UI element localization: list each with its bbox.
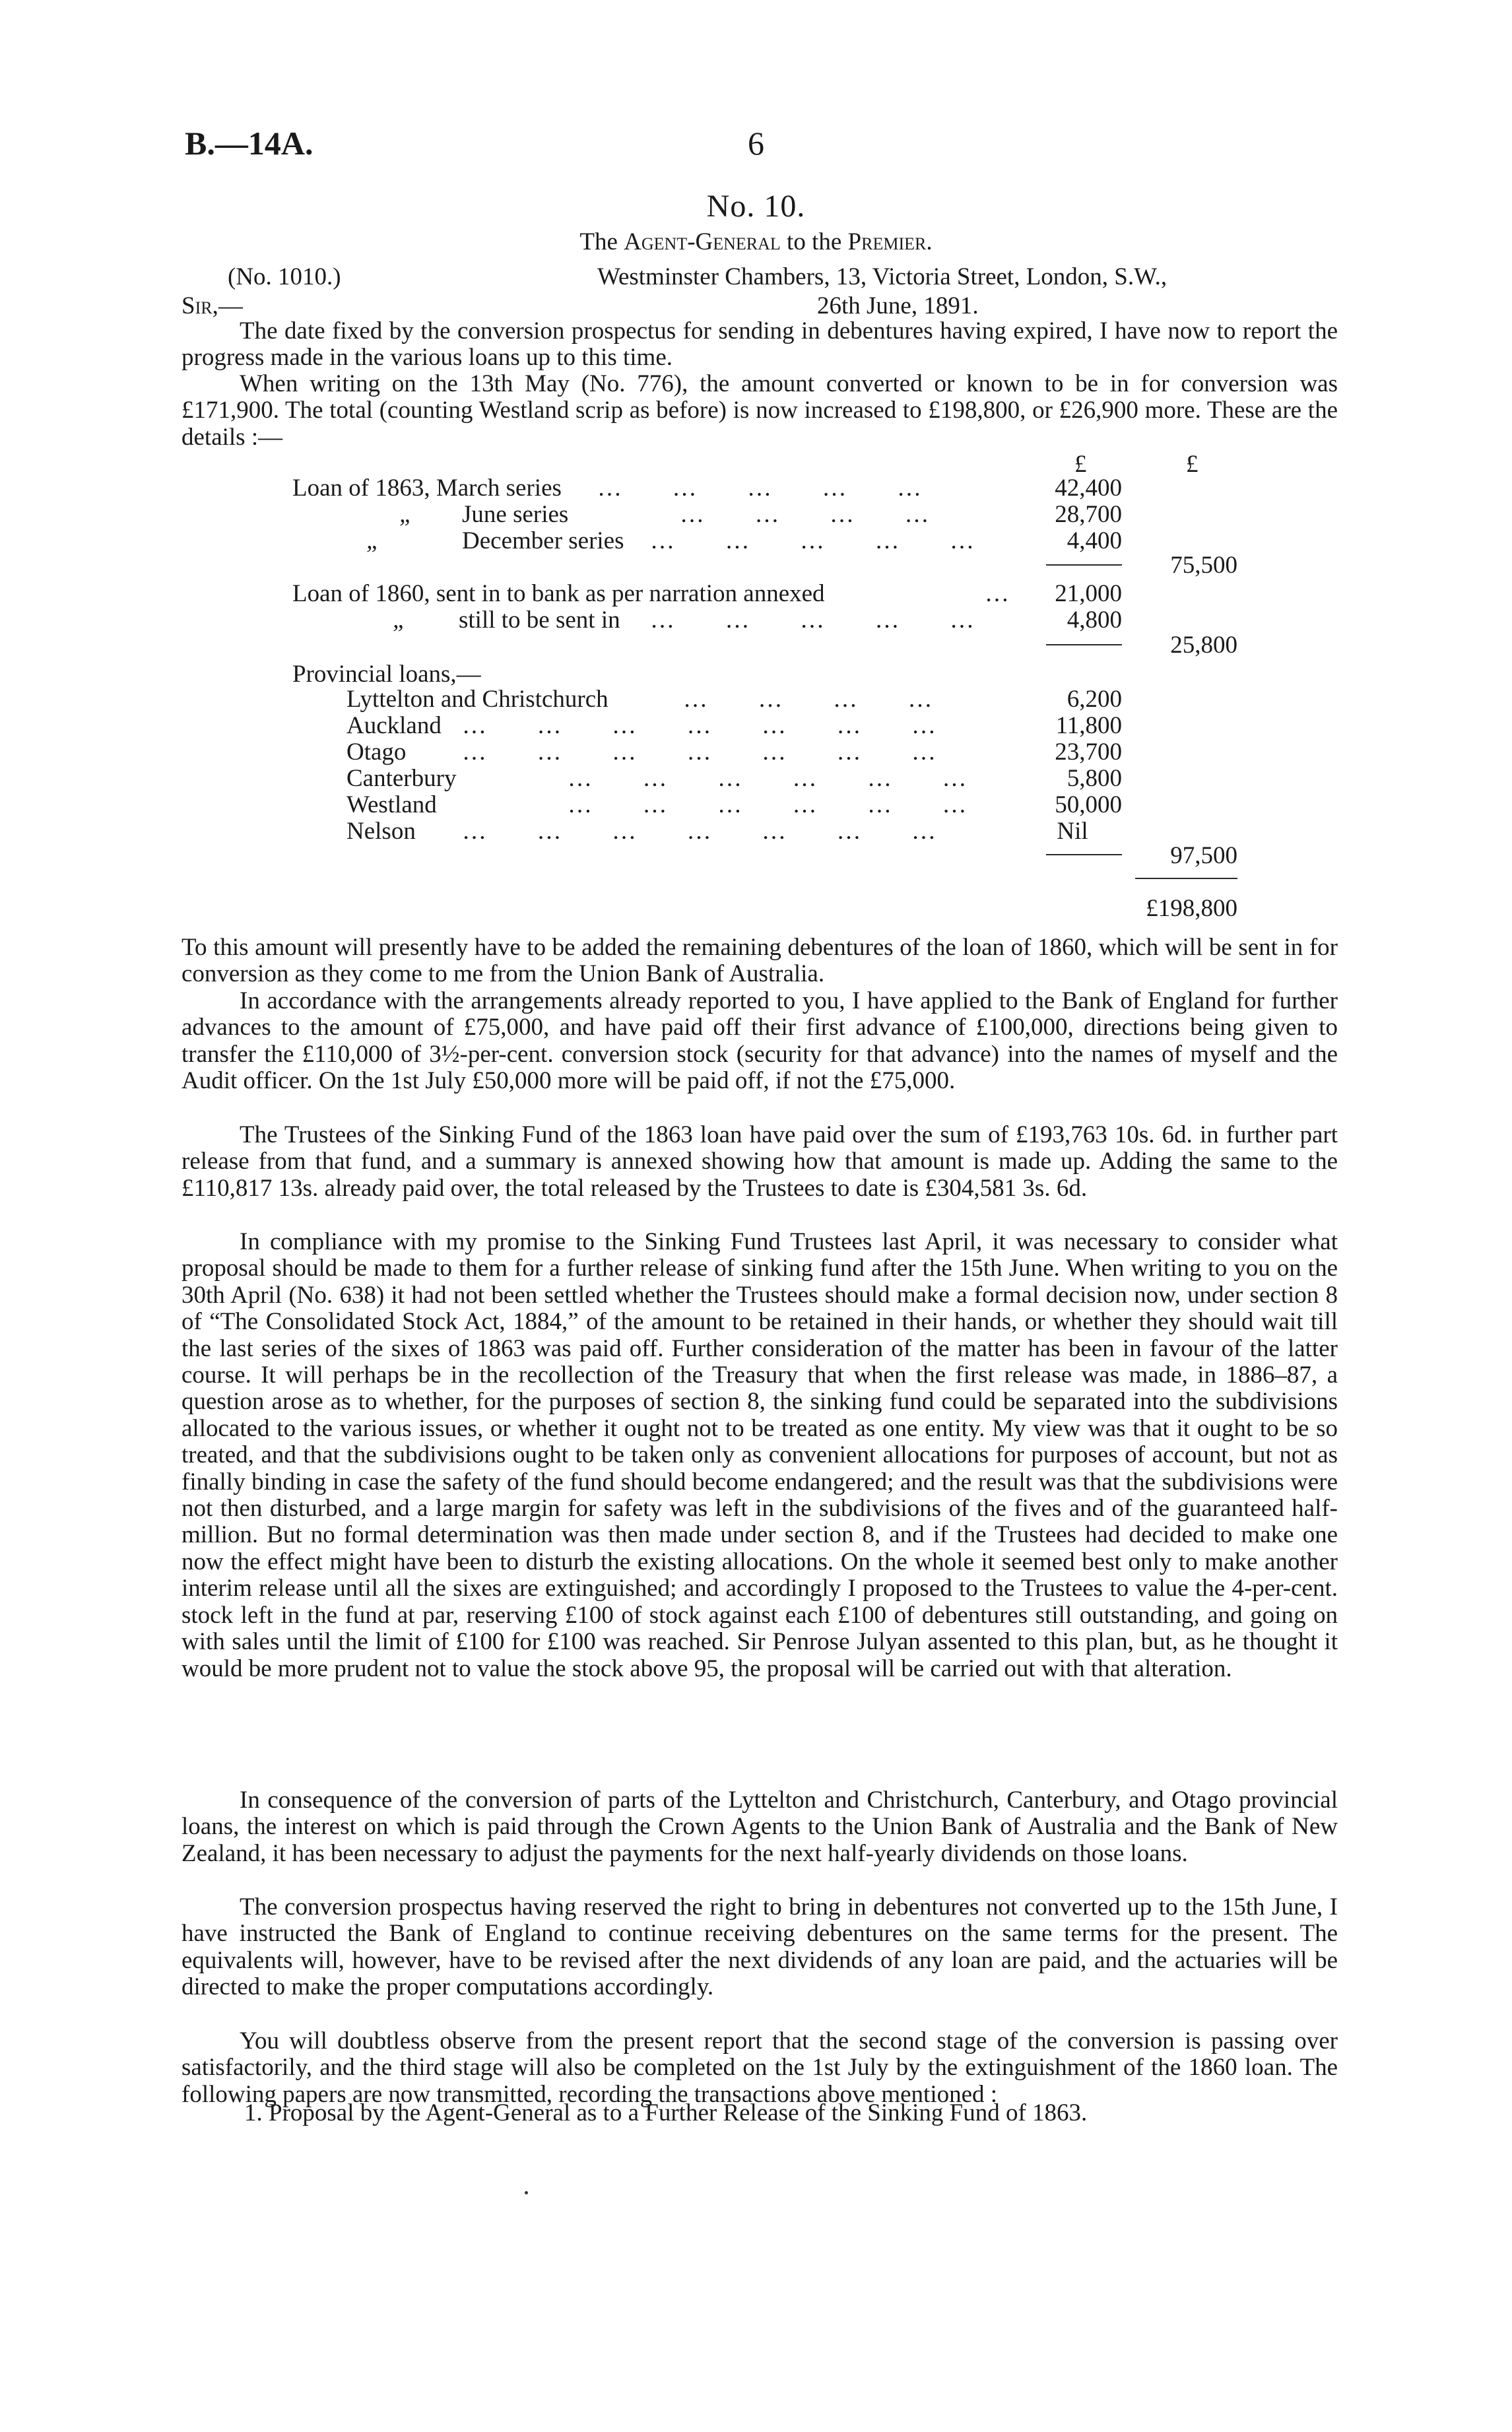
currency-header-1: £ [1074,451,1087,478]
loan-1860-sent-value: 21,000 [1055,580,1122,607]
provincial-row-name: Lyttelton and Christchurch [346,686,608,713]
loan-1860-still-value: 4,800 [1067,607,1122,634]
paragraph-4: In accordance with the arrangements already reported to you, I have applied to the Bank of England for further advances to the amount of £75,000, and have paid off their first advance of £100,000, directions being given to transfer the £110,000 of 3½-per-cent. conversion stock (security for that advance) into the names of myself and the Audit officer. On the 1st July £50,000 more will be paid off, if not the £75,000. [181,987,1338,1095]
subtotal-rule [1046,644,1122,645]
letter-number: No. 10. [706,189,806,224]
paragraph-8: The conversion prospectus having reserved the right to bring in debentures not converted up to the 15th June, I have instructed the Bank of England to continue receiving debentures on the same terms for the present. The equivalents will, however, have to be revised after the next dividends of any loan are paid, and the actuaries will be directed to make the proper computations accordingly. [181,1893,1338,2001]
recipient: Premier. [847,228,933,255]
paragraph-1: The date fixed by the conversion prospectus for sending in debentures having expired, I have now to report the progress made in the various loans up to this time. [181,317,1338,372]
leader-dots: … … … … … [650,527,976,554]
page-number: 6 [748,125,764,162]
leader-dots: … … … … … … … [462,712,938,739]
leader-dots: … … … … … … [568,791,969,818]
leader-dots: … … … … … … … [462,818,938,845]
letter-date: 26th June, 1891. [817,292,979,319]
ditto-mark: „ [393,607,407,634]
loan-1863-june-value: 28,700 [1055,501,1122,528]
paragraph-6: In compliance with my promise to the Sinking Fund Trustees last April, it was necessary to consider what proposal should be made to them for a further release of sinking fund after the 15th June. When writing to you on the 30th April (No. 638) it had not been settled whether the Trustees should make a formal decision now, under section 8 of “The Consolidated Stock Act, 1884,” of the amount to be retained in their hands, or whether they should wait till the last series of the sixes of 1863 was paid off. Further consideration of the matter has been in favour of the latter course. It will perhaps be in the recollection of the Treasury that when the first release was made, in 1886–87, a question arose as to whether, for the purposes of section 8, the sinking fund could be separated into the subdivisions allocated to the various issues, or whether it ought not to be treated as one entity. My view was that it ought to be so treated, and that the subdivisions ought to be taken only as convenient allocations for purposes of account, but not as finally binding in case the safety of the fund should become endangered; and the result was that the subdivisions were not then disturbed, and a large margin for safety was left in the subdivisions of the fives and of the guaranteed half-million. But no formal determination was then made under section 8, and if the Trustees had decided to make one now the effect might have been to disturb the existing allocations. On the whole it seemed best only to make another interim release until all the sixes are extinguished; and accordingly I proposed to the Trustees to value the 4-per-cent. stock left in the fund at par, reserving £100 of stock against each £100 of debentures still outstanding, and going on with sales until the limit of £100 for £100 was reached. Sir Penrose Julyan assented to this plan, but, as he thought it would be more prudent not to value the stock above 95, the proposal will be carried out with that alteration. [181,1228,1338,1682]
loan-1863-subtotal: 75,500 [1170,552,1237,579]
loan-1860-sent-label: Loan of 1860, sent in to bank as per narration annexed [292,580,825,607]
provincial-loans-label: Provincial loans,— [292,661,481,688]
loan-1863-december-value: 4,400 [1067,527,1122,554]
grand-total: £198,800 [1146,895,1237,922]
leader-dots: … … … … … [597,475,923,502]
paragraph-7: In consequence of the conversion of parts of the Lyttelton and Christchurch, Canterbury, and Otago provincial loans, the interest on which is paid through the Crown Agents to the Union Bank of Australia and the Bank of New Zealand, it has been necessary to adjust the payments for the next half-yearly dividends on those loans. [181,1787,1338,1867]
paragraph-9: You will doubtless observe from the present report that the second stage of the conversion is passing over satisfactorily, and the third stage will also be completed on the 1st July by the extinguishment of the 1860 loan. The following papers are now transmitted, recording the transactions above mentioned : [181,2027,1338,2108]
print-speck [525,2191,528,2194]
loan-1863-june-label: June series [462,501,569,528]
paragraph-3: To this amount will presently have to be added the remaining debentures of the loan of 1860, which will be sent in for conversion as they come to me from the Union Bank of Australia. [181,934,1338,988]
provincial-row-value: 5,800 [1067,765,1122,792]
running-head [185,124,1327,164]
provincial-row-name: Westland [346,791,437,818]
loan-1863-march-label: Loan of 1863, March series [292,475,562,502]
provincial-row-value: 11,800 [1055,712,1122,739]
provincial-row-value: 50,000 [1055,791,1122,818]
provincial-row-name: Canterbury [346,765,457,792]
provincial-row-name: Nelson [346,818,416,845]
letter-heading [0,228,1512,256]
loan-1860-still-label: still to be sent in [459,607,620,634]
enclosure-item-1: 1. Proposal by the Agent-General as to a Further Release of the Sinking Fund of 1863. [244,2099,1088,2126]
loan-1860-subtotal: 25,800 [1170,632,1237,659]
subtotal-rule [1046,854,1122,855]
leader-dots: … … … … … … … [462,739,938,766]
provincial-row-value: 6,200 [1067,686,1122,713]
leader-dots: … [985,580,1011,607]
currency-header-2: £ [1186,451,1199,478]
provincial-row-name: Auckland [346,712,442,739]
sender: Agent-General [624,228,781,255]
provincial-row-value: Nil [1057,818,1088,845]
heading-to: to the [780,228,848,255]
loan-1863-december-label: December series [462,527,624,554]
heading-prefix: The [579,228,624,255]
ditto-mark: „ [366,527,380,554]
total-rule [1135,878,1237,879]
leader-dots: … … … … … [650,607,976,634]
leader-dots: … … … … … … [568,765,969,792]
provincial-row-value: 23,700 [1055,739,1122,766]
ditto-mark: „ [399,501,413,528]
paragraph-5: The Trustees of the Sinking Fund of the 1863 loan have paid over the sum of £193,763 10s. 6d. in further part release from that fund, and a summary is annexed showing how that amount is made up. Adding the same to the £110,817 13s. already paid over, the total released by the Trustees to date is £304,581 3s. 6d. [181,1121,1338,1202]
paragraph-2: When writing on the 13th May (No. 776), the amount converted or known to be in for conversion was £171,900. The total (counting Westland scrip as before) is now increased to £198,800, or £26,900 more. These are the details :— [181,370,1338,451]
document-reference: B.—14A. [185,125,313,162]
provincial-subtotal: 97,500 [1170,842,1237,869]
letter-reference: (No. 1010.) [228,263,341,290]
leader-dots: … … … … [680,501,931,528]
subtotal-rule [1046,564,1122,566]
salutation: Sir,— [181,292,243,319]
loan-1863-march-value: 42,400 [1055,475,1122,502]
leader-dots: … … … … [683,686,935,713]
letter-place: Westminster Chambers, 13, Victoria Street, London, S.W., [597,263,1167,290]
provincial-row-name: Otago [346,739,407,766]
